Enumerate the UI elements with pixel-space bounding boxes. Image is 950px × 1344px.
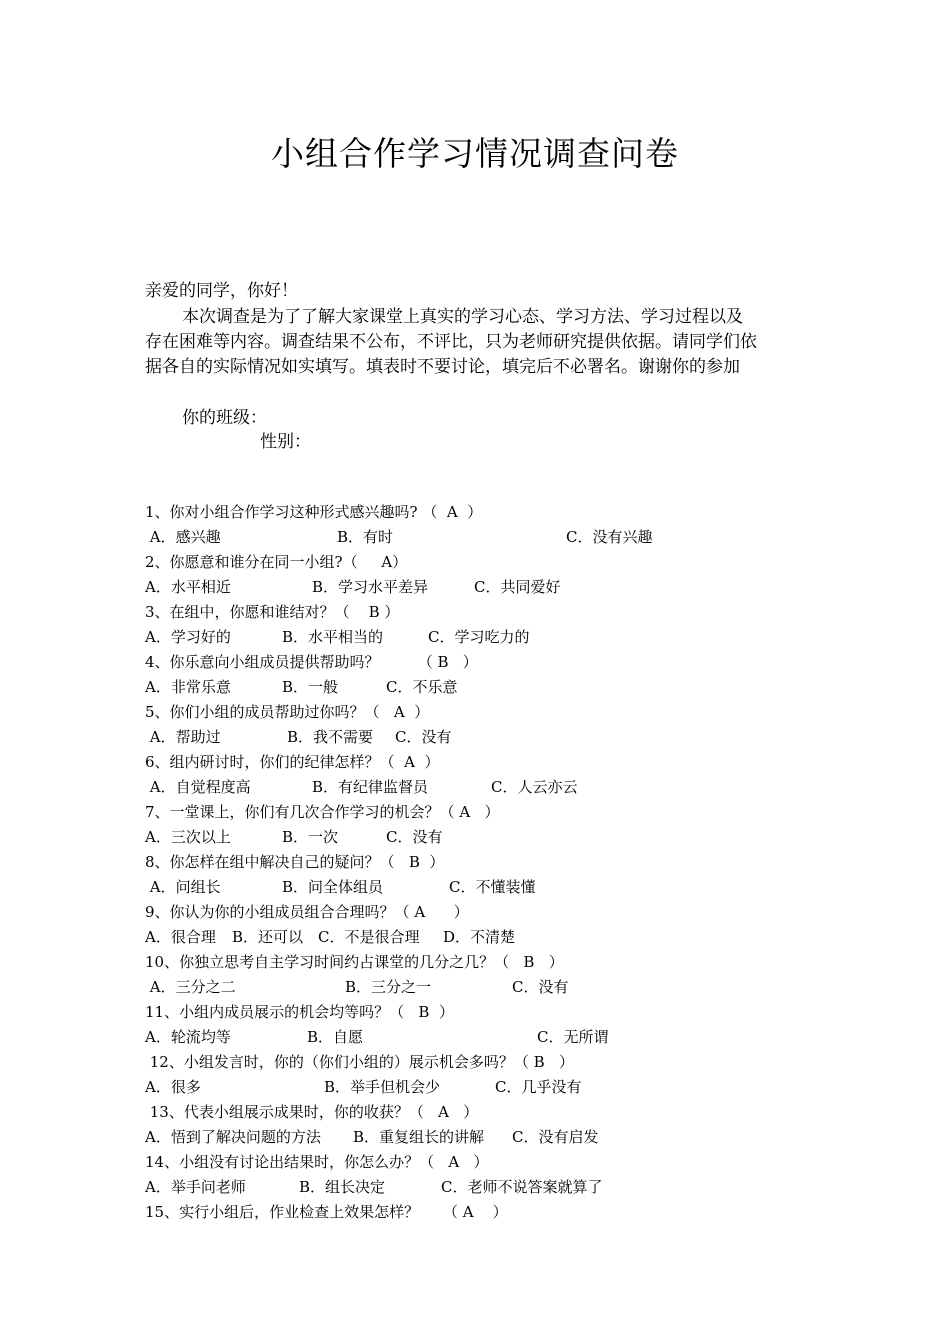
intro-line-1: 本次调查是为了了解大家课堂上真实的学习心态、学习方法、学习过程以及 <box>182 307 743 327</box>
option-9d: D．不清楚 <box>443 928 516 946</box>
question-10: 10、你独立思考自主学习时间约占课堂的几分之几？（ B ） <box>145 953 564 971</box>
option-14a: A．举手问老师 <box>145 1178 246 1196</box>
question-6: 6、组内研讨时，你们的纪律怎样？（ A ） <box>145 753 440 771</box>
option-2b: B．学习水平差异 <box>312 578 429 596</box>
option-13c: C．没有启发 <box>512 1128 599 1146</box>
option-8a: A．问组长 <box>145 878 221 896</box>
question-12: 12、小组发言时，你的（你们小组的）展示机会多吗？（ B ） <box>145 1053 574 1071</box>
option-12a: A．很多 <box>145 1078 201 1096</box>
option-6a: A．自觉程度高 <box>145 778 251 796</box>
option-2c: C．共同爱好 <box>474 578 561 596</box>
option-11a: A．轮流均等 <box>145 1028 231 1046</box>
option-7a: A．三次以上 <box>145 828 231 846</box>
option-7c: C．没有 <box>386 828 443 846</box>
option-10c: C．没有 <box>512 978 569 996</box>
question-5: 5、你们小组的成员帮助过你吗？（ A ） <box>145 703 430 721</box>
option-4a: A．非常乐意 <box>145 678 231 696</box>
option-8b: B．问全体组员 <box>282 878 384 896</box>
option-14c: C．老师不说答案就算了 <box>441 1178 603 1196</box>
question-15: 15、实行小组后，作业检查上效果怎样？ （ A ） <box>145 1203 508 1221</box>
question-9: 9、你认为你的小组成员组合合理吗？（ A ） <box>145 903 469 921</box>
option-2a: A．水平相近 <box>145 578 231 596</box>
intro-line-3: 据各自的实际情况如实填写。填表时不要讨论，填完后不必署名。谢谢你的参加 <box>145 357 740 377</box>
option-9a: A．很合理 <box>145 928 216 946</box>
option-6c: C．人云亦云 <box>491 778 578 796</box>
option-3b: B．水平相当的 <box>282 628 384 646</box>
option-13a: A．悟到了解决问题的方法 <box>145 1128 321 1146</box>
page-title: 小组合作学习情况调查问卷 <box>271 134 679 173</box>
option-10a: A．三分之二 <box>145 978 236 996</box>
intro-line-2: 存在困难等内容。调查结果不公布，不评比，只为老师研究提供依据。请同学们依 <box>145 332 757 352</box>
option-14b: B．组长决定 <box>299 1178 386 1196</box>
option-1c: C．没有兴趣 <box>566 528 653 546</box>
option-12b: B．举手但机会少 <box>324 1078 441 1096</box>
question-7: 7、一堂课上，你们有几次合作学习的机会？（ A ） <box>145 803 500 821</box>
question-8: 8、你怎样在组中解决自己的疑问？（ B ） <box>145 853 445 871</box>
option-5c: C．没有 <box>395 728 452 746</box>
option-11b: B．自愿 <box>307 1028 364 1046</box>
option-7b: B．一次 <box>282 828 339 846</box>
option-3a: A．学习好的 <box>145 628 231 646</box>
class-field-label: 你的班级： <box>182 408 267 428</box>
option-9b: B．还可以 <box>232 928 304 946</box>
option-3c: C．学习吃力的 <box>428 628 530 646</box>
question-3: 3、在组中，你愿和谁结对？（ B ） <box>145 603 400 621</box>
question-2: 2、你愿意和谁分在同一小组?（ A） <box>145 553 408 571</box>
option-5a: A．帮助过 <box>145 728 221 746</box>
option-9c: C．不是很合理 <box>318 928 420 946</box>
option-4b: B．一般 <box>282 678 339 696</box>
option-10b: B．三分之一 <box>345 978 432 996</box>
gender-field-label: 性别： <box>260 432 311 452</box>
option-11c: C．无所谓 <box>537 1028 609 1046</box>
question-4: 4、你乐意向小组成员提供帮助吗？ （ B ） <box>145 653 478 671</box>
question-1: 1、你对小组合作学习这种形式感兴趣吗? （ A ） <box>145 503 483 521</box>
option-12c: C．几乎没有 <box>495 1078 582 1096</box>
option-4c: C．不乐意 <box>386 678 458 696</box>
question-11: 11、小组内成员展示的机会均等吗？（ B ） <box>145 1003 454 1021</box>
question-14: 14、小组没有讨论出结果时，你怎么办？（ A ） <box>145 1153 489 1171</box>
greeting: 亲爱的同学，你好！ <box>145 281 298 301</box>
option-13b: B．重复组长的讲解 <box>353 1128 485 1146</box>
option-8c: C．不懂装懂 <box>449 878 536 896</box>
option-6b: B．有纪律监督员 <box>312 778 429 796</box>
option-1a: A．感兴趣 <box>145 528 221 546</box>
option-5b: B．我不需要 <box>287 728 374 746</box>
option-1b: B．有时 <box>337 528 394 546</box>
question-13: 13、代表小组展示成果时，你的收获？（ A ） <box>145 1103 479 1121</box>
